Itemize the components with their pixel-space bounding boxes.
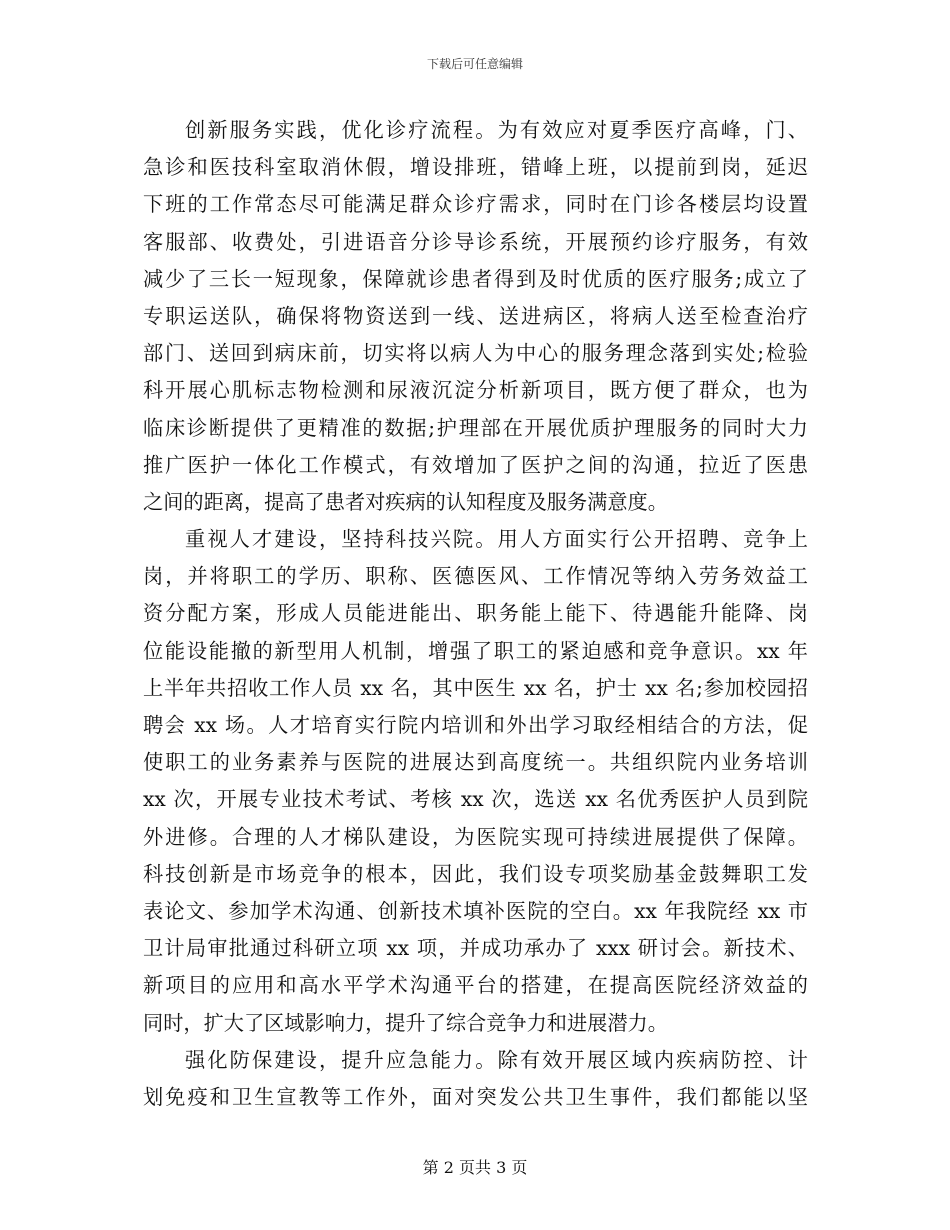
text-line: xx 次，开展专业技术考试、考核 xx 次，选送 xx 名优秀医护人员到院 [143, 787, 808, 812]
text-line: 之间的距离，提高了患者对疾病的认知程度及服务满意度。 [143, 489, 668, 514]
text-line: 同时，扩大了区域影响力，提升了综合竞争力和进展潜力。 [143, 1010, 668, 1035]
paragraph-emergency-capacity [143, 1042, 808, 1116]
text-line: 位能设能撤的新型用人机制，增强了职工的紧迫感和竞争意识。xx 年 [143, 638, 808, 663]
text-line: 强化防保建设，提升应急能力。除有效开展区域内疾病防控、计 [185, 1047, 808, 1072]
document-body [143, 112, 808, 1116]
text-line: 推广医护一体化工作模式，有效增加了医护之间的沟通，拉近了医患 [143, 452, 808, 477]
text-line: 客服部、收费处，引进语音分诊导诊系统，开展预约诊疗服务，有效 [143, 229, 808, 254]
text-line: 重视人才建设，坚持科技兴院。用人方面实行公开招聘、竞争上 [185, 527, 808, 552]
text-line: 减少了三长一短现象，保障就诊患者得到及时优质的医疗服务;成立了 [143, 266, 808, 291]
text-line: 划免疫和卫生宣教等工作外，面对突发公共卫生事件，我们都能以坚 [143, 1084, 808, 1109]
text-line: 急诊和医技科室取消休假，增设排班，错峰上班，以提前到岗，延迟 [143, 155, 808, 180]
text-line: 卫计局审批通过科研立项 xx 项，并成功承办了 xxx 研讨会。新技术、 [143, 936, 808, 961]
text-line: 创新服务实践，优化诊疗流程。为有效应对夏季医疗高峰，门、 [185, 118, 808, 142]
text-line: 表论文、参加学术沟通、创新技术填补医院的空白。xx 年我院经 xx 市 [143, 898, 808, 923]
text-line: 下班的工作常态尽可能满足群众诊疗需求，同时在门诊各楼层均设置 [143, 192, 808, 217]
paragraph-talent-building [143, 521, 808, 1042]
text-line: 科技创新是市场竞争的根本，因此，我们设专项奖励基金鼓舞职工发 [143, 861, 808, 886]
text-line: 岗，并将职工的学历、职称、医德医风、工作情况等纳入劳务效益工 [143, 564, 808, 589]
text-line: 临床诊断提供了更精准的数据;护理部在开展优质护理服务的同时大力 [143, 415, 808, 440]
text-line: 聘会 xx 场。人才培育实行院内培训和外出学习取经相结合的方法，促 [143, 713, 808, 737]
text-line: 外进修。合理的人才梯队建设，为医院实现可持续进展提供了保障。 [143, 824, 808, 849]
page-number-footer: 第 2 页共 3 页 [422, 1158, 528, 1177]
paragraph-service-practice [143, 112, 808, 521]
text-line: 资分配方案，形成人员能进能出、职务能上能下、待遇能升能降、岗 [143, 601, 808, 626]
text-line: 上半年共招收工作人员 xx 名，其中医生 xx 名，护士 xx 名;参加校园招 [143, 675, 808, 700]
text-line: 科开展心肌标志物检测和尿液沉淀分析新项目，既方便了群众，也为 [143, 378, 808, 403]
text-line: 部门、送回到病床前，切实将以病人为中心的服务理念落到实处;检验 [143, 341, 808, 366]
text-line: 专职运送队，确保将物资送到一线、送进病区，将病人送至检查治疗 [143, 303, 808, 328]
text-line: 使职工的业务素养与医院的进展达到高度统一。共组织院内业务培训 [143, 750, 808, 775]
text-line: 新项目的应用和高水平学术沟通平台的搭建，在提高医院经济效益的 [143, 973, 808, 998]
page-header: 下载后可任意编辑 [426, 57, 523, 71]
